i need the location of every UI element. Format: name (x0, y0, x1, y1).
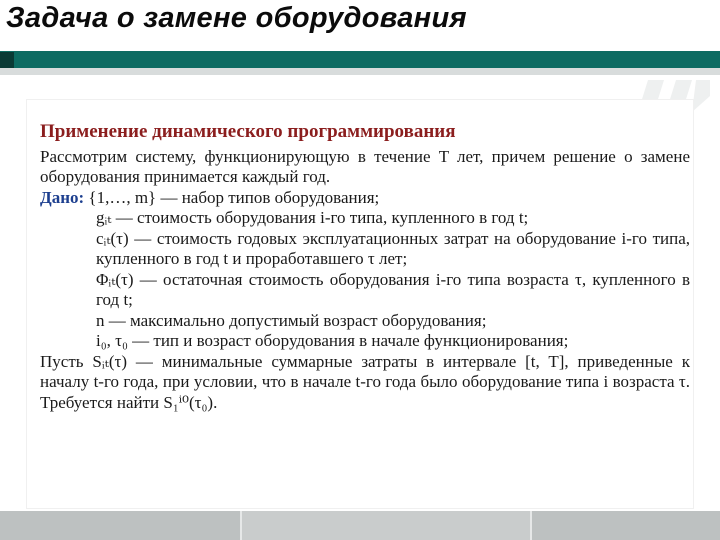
final-text: Пусть Sᵢₜ(τ) — минимальные суммарные затраты в интервале [t, T], приведенные к началу t-го года, при условии, что в начале t-го года было оборудование типа i возраста τ. Требуется найти S₁ⁱ⁰(τ₀). (40, 351, 690, 412)
item-residual-value: Φᵢₜ(τ) — остаточная стоимость оборудования i-го типа возраста τ, купленного в год t; (96, 269, 690, 309)
item-operating-cost: cᵢₜ(τ) — стоимость годовых эксплуатационных затрат на оборудование i-го типа, купленного в год t и проработавшего τ лет; (96, 228, 690, 268)
given-text: {1,…, m} — набор типов оборудования; (88, 187, 380, 207)
footer-segment-2 (242, 511, 530, 540)
given-label: Дано: (40, 187, 85, 207)
slide-content (40, 122, 690, 413)
slide-title: Задача о замене оборудования (6, 2, 467, 34)
footer-segment-1 (0, 511, 240, 540)
intro-text: Рассмотрим систему, функционирующую в течение T лет, причем решение о замене оборудования принимается каждый год. (40, 146, 690, 186)
item-max-age: n — максимально допустимый возраст оборудования; (96, 310, 487, 330)
header-underline (0, 68, 720, 75)
header-bar-accent (0, 52, 14, 68)
footer-bar (0, 511, 720, 540)
header-bar (0, 51, 720, 68)
item-cost: gᵢₜ — стоимость оборудования i-го типа, купленного в год t; (96, 208, 529, 227)
footer-segment-3 (532, 511, 720, 540)
item-initial-state: i₀, τ₀ — тип и возраст оборудования в начале функционирования; (96, 331, 569, 350)
given-line (40, 188, 690, 209)
section-heading: Применение динамического программирования (40, 121, 456, 142)
